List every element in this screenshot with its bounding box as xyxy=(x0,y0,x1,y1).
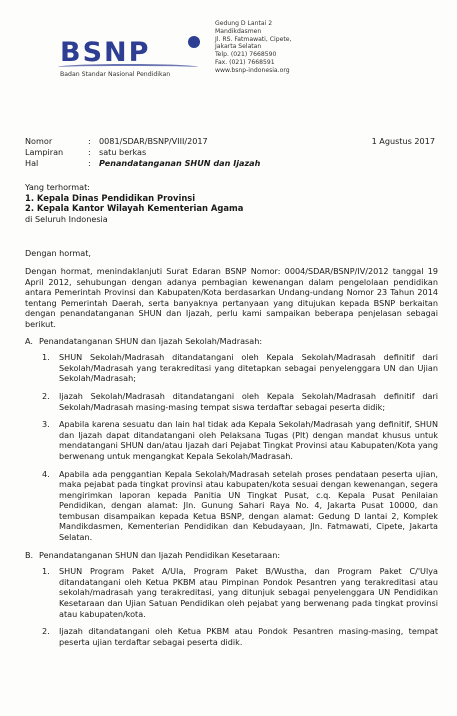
hal-label: Hal xyxy=(25,158,39,168)
addressee-block xyxy=(25,182,435,224)
letter-date: 1 Agustus 2017 xyxy=(371,136,435,146)
list-item xyxy=(25,352,438,384)
address-line: www.bsnp-indonesia.org xyxy=(215,66,290,74)
address-line: Telp. (021) 7668590 xyxy=(215,51,277,59)
agency-name: Badan Standar Nasional Pendidikan xyxy=(60,71,171,78)
section-letter: A. xyxy=(25,335,33,346)
colon: : xyxy=(88,136,91,146)
colon: : xyxy=(88,158,91,168)
address-line: Jakarta Selatan xyxy=(215,43,262,51)
item-text: SHUN Program Paket A/Ula, Program Paket B/Wustha, dan Program Paket C/'Ulya ditandatangani oleh Ketua PKBM atau Pimpinan Pondok Pesantren yang terakreditasi atau sekolah/madrasah yang terakreditasi, yang ditunjuk sebagai penyelenggara UN Pendidikan Kesetaraan dan Ujian Satuan Pendidikan oleh pejabat yang berwenang pada tingkat provinsi atau kabupaten/kota. xyxy=(59,566,438,619)
item-text: Ijazah Sekolah/Madrasah ditandatangani oleh Kepala Sekolah/Madrasah definitif dari Sekolah/Madrasah masing-masing tempat siswa terdaftar sebagai peserta didik; xyxy=(59,390,438,412)
item-text: SHUN Sekolah/Madrasah ditandatangani oleh Kepala Sekolah/Madrasah definitif dari Sekolah/Madrasah yang terakreditasi yang ditetapkan sebagai penyelenggara UN dan Ujian Sekolah/Madrasah; xyxy=(59,352,438,384)
section-title: Penandatanganan SHUN dan Ijazah Pendidikan Kesetaraan: xyxy=(39,549,281,560)
greeting: Dengan hormat, xyxy=(25,248,91,258)
list-item xyxy=(25,566,438,619)
item-number: 2. xyxy=(42,390,50,401)
logo-dot-icon xyxy=(188,36,200,48)
item-text: Apabila karena sesuatu dan lain hal tidak ada Kepala Sekolah/Madrasah yang definitif, SHUN dan Ijazah dapat ditandatangani oleh Pelaksana Tugas (Plt) dengan mandat khusus untuk mendatangani SHUN dan/atau Ijazah dari Pejabat Tingkat Provinsi atau Kabupaten/Kota yang berwenang untuk mengangkat Kepala Sekolah/Madrasah. xyxy=(59,419,438,461)
item-number: 2. xyxy=(42,626,50,637)
hal-value: Penandatanganan SHUN dan Ijazah xyxy=(99,158,261,168)
item-number: 3. xyxy=(42,419,50,430)
list-item xyxy=(25,469,438,543)
meta-hal-row xyxy=(25,158,435,169)
section-a xyxy=(25,336,438,543)
list-item xyxy=(25,391,438,412)
section-a-items xyxy=(25,352,438,543)
addressee-location: di Seluruh Indonesia xyxy=(25,213,108,224)
meta-lampiran-row xyxy=(25,147,435,158)
nomor-label: Nomor xyxy=(25,136,53,146)
item-number: 1. xyxy=(42,352,50,363)
section-b-items xyxy=(25,566,438,647)
section-b xyxy=(25,550,438,648)
section-title: Penandatanganan SHUN dan Ijazah Sekolah/Madrasah: xyxy=(39,335,263,346)
letter-meta xyxy=(25,136,435,169)
list-item xyxy=(25,626,438,647)
item-number: 1. xyxy=(42,566,50,577)
address-line: Jl. RS. Fatmawati, Cipete, xyxy=(215,35,292,43)
addressee-line: 2. Kepala Kantor Wilayah Kementerian Agama xyxy=(25,203,244,214)
letter-body xyxy=(25,266,438,654)
item-number: 4. xyxy=(42,468,50,479)
nomor-value: 0081/SDAR/BSNP/VIII/2017 xyxy=(99,136,208,146)
section-letter: B. xyxy=(25,549,34,560)
address-line: Gedung D Lantai 2 xyxy=(215,20,273,27)
item-text: Apabila ada penggantian Kepala Sekolah/Madrasah setelah proses pendataan peserta ujian, maka pejabat pada tingkat provinsi atau kabupaten/kota sesuai dengan kewenangan, segera mengirimkan laporan kepada Panitia UN Tingkat Pusat, c.q. Kepala Pusat Penilaian Pendidikan, dengan alamat: Jln. Gunung Sahari Raya No. 4, Jakarta Pusat 10000, dan tembusan disampaikan kepada Ketua BSNP, dengan alamat: Gedung D lantai 2, Komplek Mandikdasmen, Kementerian Pendidikan dan Kebudayaan, Jln. Fatmawati, Cipete, Jakarta Selatan. xyxy=(59,468,438,543)
lampiran-label: Lampiran xyxy=(25,147,64,157)
list-item xyxy=(25,419,438,461)
letterhead xyxy=(58,20,428,90)
address-line: Mandikdasmen xyxy=(215,27,262,35)
colon: : xyxy=(88,147,91,157)
agency-address xyxy=(215,20,291,75)
address-line: Fax. (021) 7668591 xyxy=(215,58,275,66)
intro-paragraph: Dengan hormat, menindaklanjuti Surat Edaran BSNP Nomor: 0004/SDAR/BSNP/IV/2012 tanggal 19 April 2012, sehubungan dengan adanya pembagian kewenangan dalam pengelolaan pendidikan antara Pemerintah Provinsi dan Kabupaten/Kota berdasarkan Undang-undang Nomor 23 Tahun 2014 tentang Pemerintah Daerah, serta banyaknya pertanyaan yang ditujukan kepada BSNP berkaitan dengan penandatanganan SHUN dan Ijazah, perlu kami sampaikan beberapa penjelasan sebagai berikut. xyxy=(25,266,438,329)
addressee-salutation: Yang terhormat: xyxy=(25,182,90,192)
item-text: Ijazah ditandatangani oleh Ketua PKBM atau Pondok Pesantren masing-masing, tempat peserta ujian terdaftar sebagai peserta didik. xyxy=(59,626,438,647)
meta-nomor-row xyxy=(25,136,435,147)
addressee-line: 1. Kepala Dinas Pendidikan Provinsi xyxy=(25,192,196,203)
bsnp-logo xyxy=(58,34,206,78)
logo-wordmark: BSNP xyxy=(60,37,151,68)
lampiran-value: satu berkas xyxy=(99,147,147,157)
